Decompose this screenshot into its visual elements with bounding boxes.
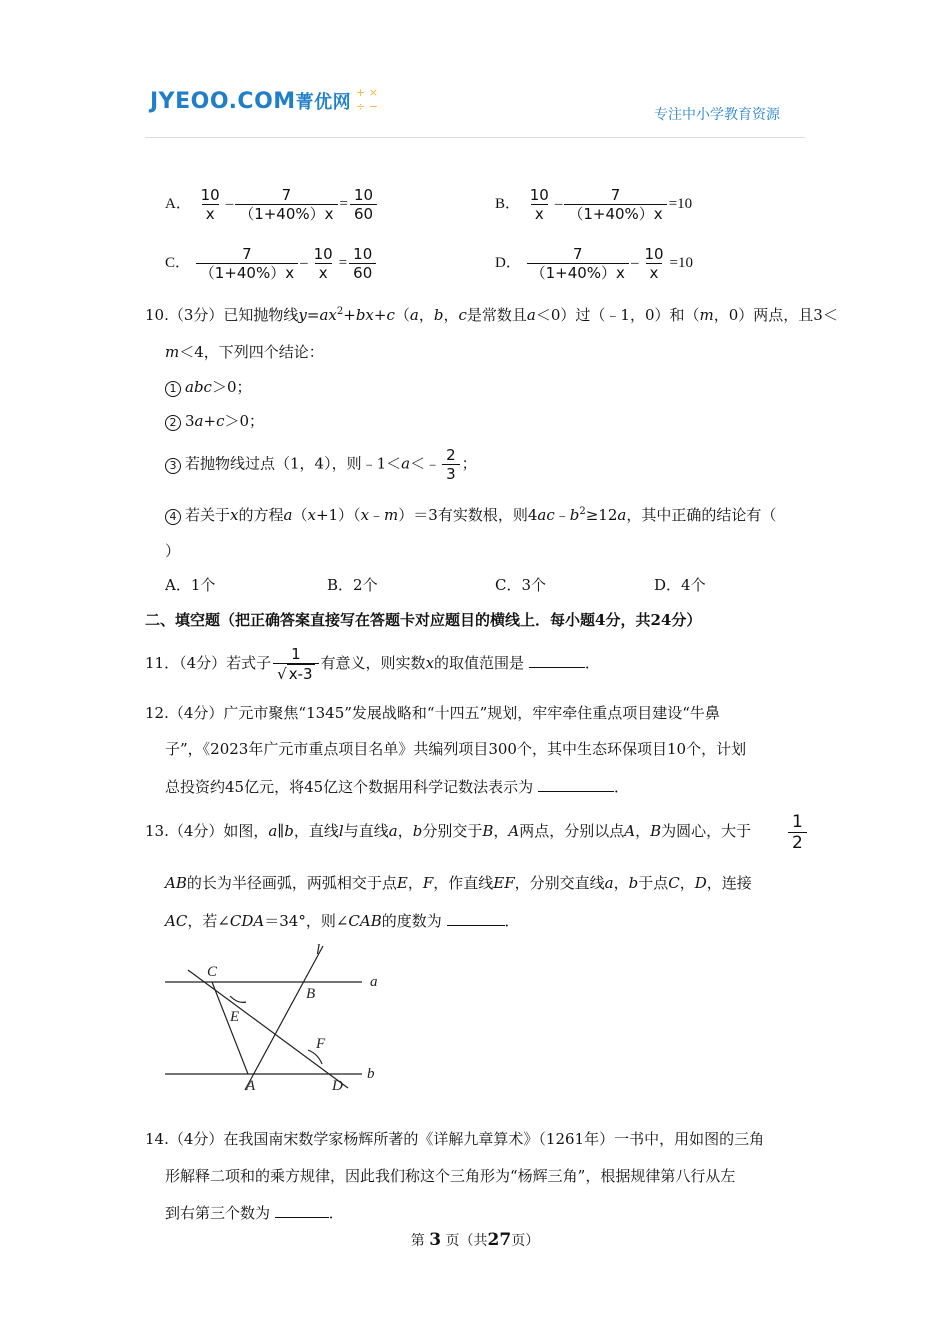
label-c: C bbox=[207, 964, 218, 980]
q12-line3: 总投资约45亿元，将45亿这个数据用科学记数法表示为 ． bbox=[165, 778, 629, 796]
q14-line3: 到右第三个数为 ． bbox=[165, 1204, 344, 1222]
section-heading: 二、填空题（把正确答案直接写在答题卡对应题目的横线上．每小题4分，共24分） bbox=[145, 611, 702, 629]
label-line-b: b bbox=[367, 1066, 375, 1082]
answer-blank bbox=[529, 653, 585, 668]
q10-option-d: D．4个 bbox=[654, 576, 706, 594]
q13-line1: 13.（4分）如图，a∥b，直线l与直线a，b分别交于B，A两点，分别以点A，B为圆心，大于 bbox=[145, 822, 752, 840]
answer-blank bbox=[447, 911, 505, 926]
fraction: $\frac{10}{x}$ bbox=[644, 245, 664, 282]
fraction: $\frac{10}{x}$ bbox=[313, 245, 333, 282]
q11: 11．（4分）若式子 1 √ x-3 有意义，则实数x的取值范围是 ． bbox=[145, 645, 600, 683]
logo-ops-icon: + × ÷ − bbox=[356, 86, 378, 113]
fraction: $\frac{10}{x}$ bbox=[200, 186, 220, 223]
q13-figure bbox=[160, 938, 390, 1098]
label-a: A bbox=[246, 1078, 256, 1094]
label-line-a: a bbox=[370, 974, 378, 990]
q9-option-a: A． $\frac{10}{x}$ – $\frac{7}{(1+40\%)x}$ = $\frac{10}{60}$ bbox=[165, 186, 379, 223]
q10-option-a: A．1个 bbox=[165, 576, 216, 594]
fraction: $\frac{10}{60}$ bbox=[349, 245, 376, 282]
logo bbox=[150, 88, 351, 114]
q10-close-paren: ） bbox=[165, 542, 181, 560]
fraction: $\frac{10}{x}$ bbox=[529, 186, 549, 223]
label-d: D bbox=[332, 1078, 343, 1094]
fraction: $\frac{7}{(1+40\%)x}$ bbox=[235, 186, 337, 223]
q14-line1: 14.（4分）在我国南宋数学家杨辉所著的《详解九章算术》（1261年）一书中，用如图的三角 bbox=[145, 1130, 765, 1148]
page-number: 3 bbox=[429, 1230, 442, 1250]
line-l bbox=[245, 946, 323, 1090]
q10-conclusion-3: 3 若抛物线过点（1，4），则﹣1＜a＜﹣ $\frac{2}{3}$ ； bbox=[165, 446, 477, 483]
fraction: $\frac{7}{(1+40\%)x}$ bbox=[527, 245, 629, 282]
q13-line2: AB的长为半径画弧，两弧相交于点E，F，作直线EF，分别交直线a，b于点C，D，连接 bbox=[165, 874, 752, 892]
label-b: B bbox=[306, 986, 316, 1002]
q12-line1: 12.（4分）广元市聚焦“1345”发展战略和“十四五”规划，牢牢牵住重点项目建设“牛鼻 bbox=[145, 704, 720, 722]
q14-line2: 形解释二项和的乘方规律，因此我们称这个三角形为“杨辉三角”，根据规律第八行从左 bbox=[165, 1167, 736, 1185]
q10-line1: 10.（3分）已知抛物线$y=ax^2+bx+c(a$，b，c是常数且a＜0）过（﹣1，0）和（m，0）两点，且3＜ bbox=[145, 306, 838, 324]
arc-e bbox=[230, 996, 246, 1002]
header-divider bbox=[145, 137, 805, 138]
line-ef bbox=[188, 970, 348, 1088]
sqrt: √ x-3 bbox=[277, 665, 313, 683]
fraction: 1 √ x-3 bbox=[273, 645, 318, 683]
fraction: $\frac{1}{2}$ bbox=[786, 812, 809, 853]
label-e: E bbox=[230, 1009, 240, 1025]
arc-f bbox=[308, 1050, 322, 1064]
fraction: $\frac{10}{60}$ bbox=[350, 186, 377, 223]
segment-ac bbox=[212, 982, 248, 1074]
q10-conclusion-1: 1 abc＞0； bbox=[165, 376, 252, 397]
label-f: F bbox=[316, 1036, 326, 1052]
q10-option-b: B．2个 bbox=[327, 576, 378, 594]
q10-line2: m＜4，下列四个结论： bbox=[165, 343, 324, 361]
logo-cn: 菁优网 bbox=[295, 92, 352, 113]
q12-line2: 子”，《2023年广元市重点项目名单》共编列项目300个，其中生态环保项目10个，计划 bbox=[165, 740, 747, 758]
q10-option-c: C．3个 bbox=[495, 576, 547, 594]
q10-conclusion-2: 2 3a+c＞0； bbox=[165, 410, 264, 431]
q9-option-d: D． $\frac{7}{(1+40\%)x}$ – $\frac{10}{x}$ =10 bbox=[495, 245, 693, 282]
q9-option-b: B． $\frac{10}{x}$ – $\frac{7}{(1+40\%)x}$ =10 bbox=[495, 186, 693, 223]
page-total: 27 bbox=[487, 1230, 512, 1250]
q13-line3: AC，若∠CDA＝34°，则∠CAB的度数为 ． bbox=[165, 912, 520, 930]
page-footer: 第 3 页（共27页） bbox=[410, 1230, 540, 1250]
q9-option-c: C． $\frac{7}{(1+40\%)x}$ – $\frac{10}{x}$ = $\frac{10}{60}$ bbox=[165, 245, 378, 282]
slogan: 专注中小学教育资源 bbox=[654, 107, 780, 123]
fraction: $\frac{2}{3}$ bbox=[442, 446, 460, 483]
answer-blank bbox=[275, 1203, 329, 1218]
logo-text: JYEOO.COM bbox=[150, 89, 296, 114]
label-line-l: l bbox=[316, 942, 321, 958]
q10-conclusion-4: 4 若关于x的方程a（x+1）（x﹣m）＝3有实数根，则$4ac﹣b^2\ge 12a$，其中正确的结论有（ bbox=[165, 504, 776, 525]
fraction: $\frac{7}{(1+40\%)x}$ bbox=[564, 186, 666, 223]
answer-blank bbox=[538, 777, 614, 792]
fraction: $\frac{7}{(1+40\%)x}$ bbox=[196, 245, 298, 282]
